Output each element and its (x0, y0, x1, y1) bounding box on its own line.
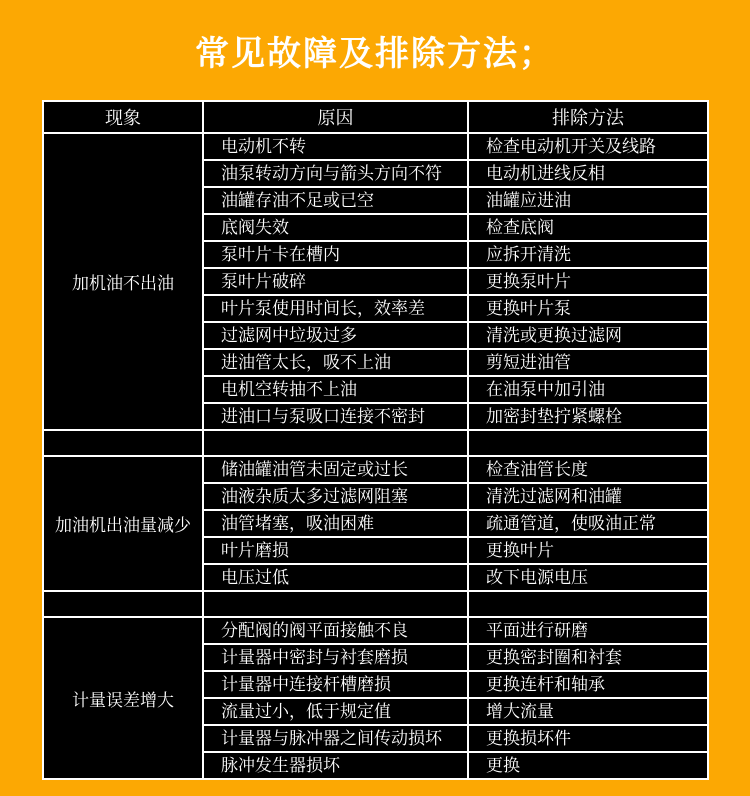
cause-cell: 计量器与脉冲器之间传动损坏 (203, 725, 468, 752)
cause-cell: 计量器中密封与衬套磨损 (203, 644, 468, 671)
solution-cell: 疏通管道，使吸油正常 (468, 510, 708, 537)
separator-cell (468, 430, 708, 456)
cause-cell: 电动机不转 (203, 133, 468, 160)
solution-cell: 加密封垫拧紧螺栓 (468, 403, 708, 430)
phenomenon-cell: 加油机出油量减少 (43, 456, 203, 591)
solution-cell: 改下电源电压 (468, 564, 708, 591)
table-row (43, 617, 708, 644)
cause-cell: 电压过低 (203, 564, 468, 591)
table-row (43, 456, 708, 483)
cause-cell: 进油口与泵吸口连接不密封 (203, 403, 468, 430)
phenomenon-cell: 计量误差增大 (43, 617, 203, 779)
cause-cell: 分配阀的阀平面接触不良 (203, 617, 468, 644)
cause-cell: 储油罐油管未固定或过长 (203, 456, 468, 483)
cause-cell: 叶片磨损 (203, 537, 468, 564)
separator-row (43, 430, 708, 456)
solution-cell: 更换密封圈和衬套 (468, 644, 708, 671)
solution-cell: 油罐应进油 (468, 187, 708, 214)
page-title: 常见故障及排除方法； (195, 35, 555, 73)
cause-cell: 底阀失效 (203, 214, 468, 241)
solution-cell: 更换损坏件 (468, 725, 708, 752)
cause-cell: 泵叶片卡在槽内 (203, 241, 468, 268)
separator-cell (203, 430, 468, 456)
cause-cell: 计量器中连接杆槽磨损 (203, 671, 468, 698)
separator-cell (203, 591, 468, 617)
solution-cell: 更换连杆和轴承 (468, 671, 708, 698)
cause-cell: 泵叶片破碎 (203, 268, 468, 295)
solution-cell: 更换泵叶片 (468, 268, 708, 295)
solution-cell: 在油泵中加引油 (468, 376, 708, 403)
cause-cell: 流量过小，低于规定值 (203, 698, 468, 725)
cause-cell: 油泵转动方向与箭头方向不符 (203, 160, 468, 187)
solution-cell: 平面进行研磨 (468, 617, 708, 644)
fault-table (42, 100, 709, 780)
cause-cell: 进油管太长，吸不上油 (203, 349, 468, 376)
solution-cell: 应拆开清洗 (468, 241, 708, 268)
cause-cell: 叶片泵使用时间长，效率差 (203, 295, 468, 322)
solution-cell: 更换 (468, 752, 708, 779)
separator-cell (468, 591, 708, 617)
table-row (43, 133, 708, 160)
solution-cell: 清洗过滤网和油罐 (468, 483, 708, 510)
cause-cell: 油罐存油不足或已空 (203, 187, 468, 214)
table-header-row (43, 101, 708, 133)
cause-cell: 过滤网中垃圾过多 (203, 322, 468, 349)
cause-cell: 油管堵塞，吸油困难 (203, 510, 468, 537)
cause-cell: 油液杂质太多过滤网阻塞 (203, 483, 468, 510)
separator-row (43, 591, 708, 617)
cause-cell: 电机空转抽不上油 (203, 376, 468, 403)
solution-cell: 检查底阀 (468, 214, 708, 241)
phenomenon-cell: 加机油不出油 (43, 133, 203, 430)
solution-cell: 增大流量 (468, 698, 708, 725)
separator-cell (43, 430, 203, 456)
solution-cell: 电动机进线反相 (468, 160, 708, 187)
solution-cell: 检查电动机开关及线路 (468, 133, 708, 160)
separator-cell (43, 591, 203, 617)
solution-cell: 检查油管长度 (468, 456, 708, 483)
header-cause: 原因 (203, 101, 468, 133)
solution-cell: 更换叶片 (468, 537, 708, 564)
solution-cell: 剪短进油管 (468, 349, 708, 376)
solution-cell: 更换叶片泵 (468, 295, 708, 322)
header-solution: 排除方法 (468, 101, 708, 133)
fault-table-body (43, 133, 708, 779)
cause-cell: 脉冲发生器损坏 (203, 752, 468, 779)
header-phenomenon: 现象 (43, 101, 203, 133)
solution-cell: 清洗或更换过滤网 (468, 322, 708, 349)
